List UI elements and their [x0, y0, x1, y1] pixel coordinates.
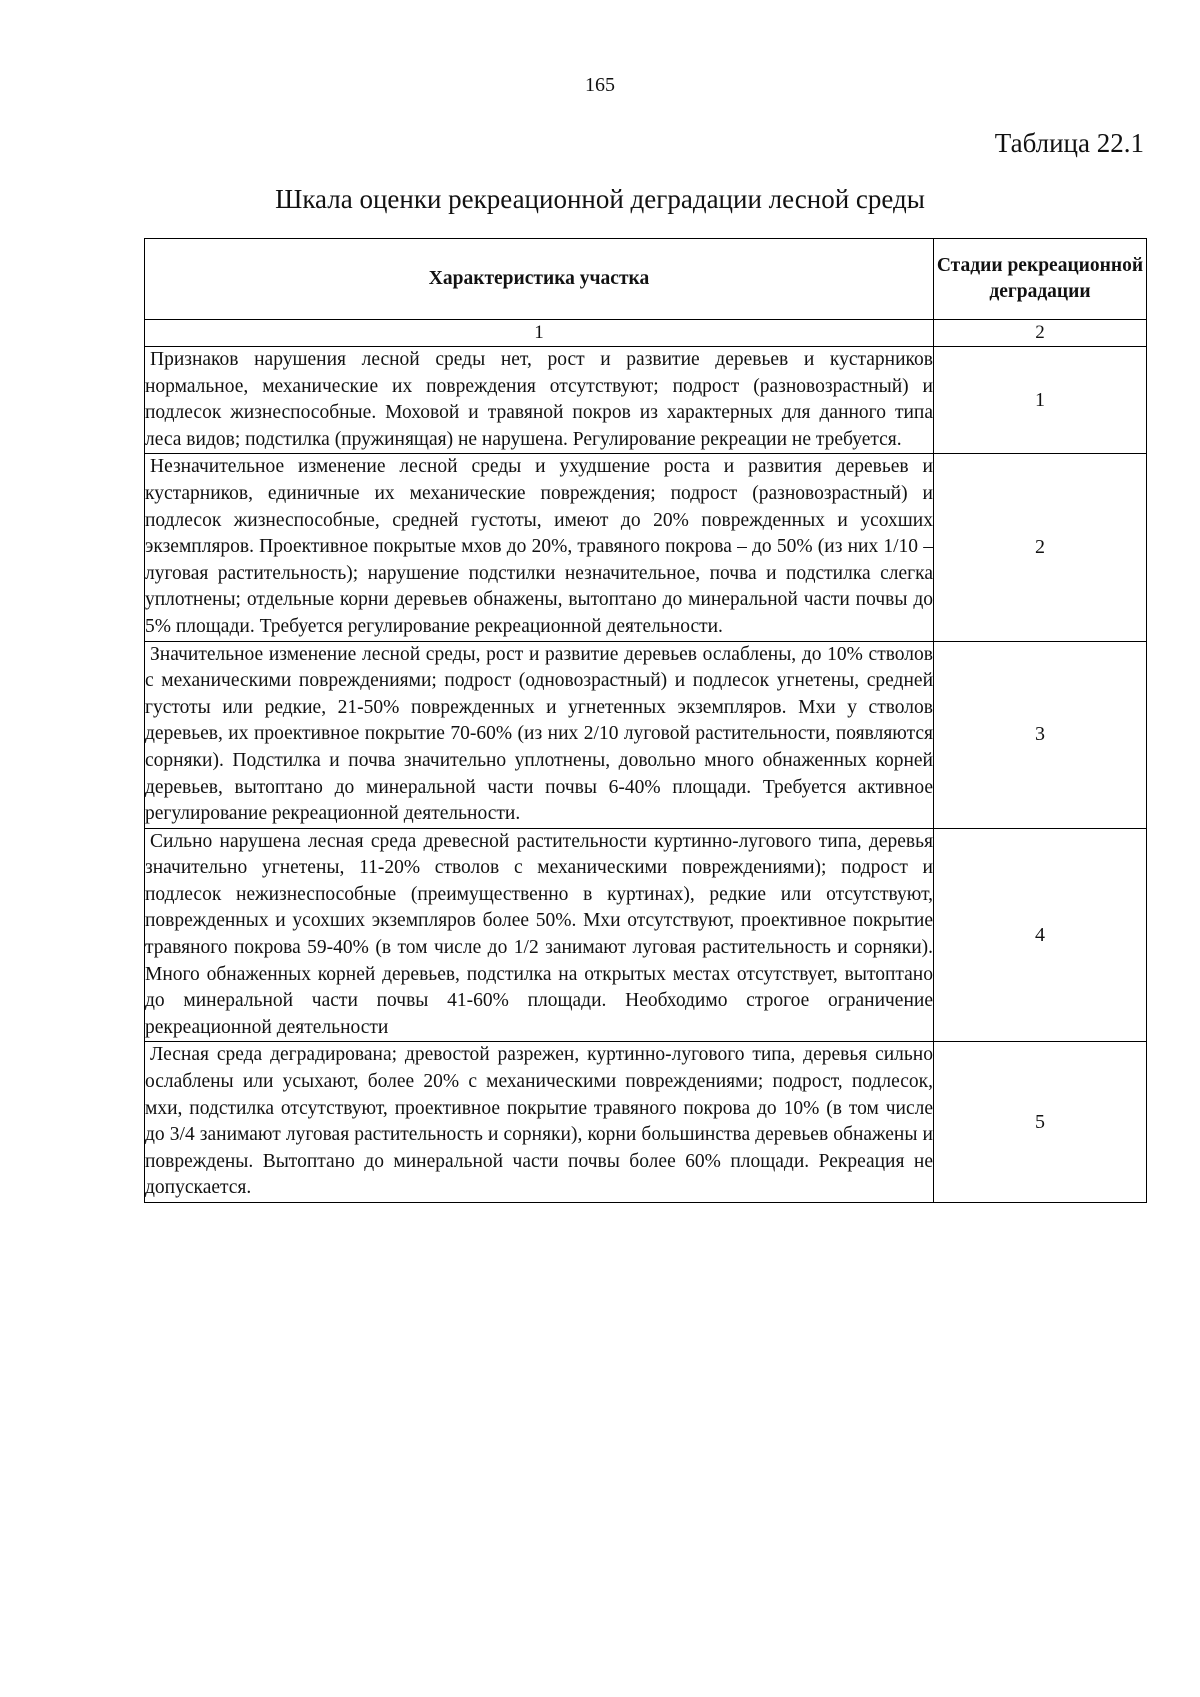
row-description: Лесная среда деградирована; древостой разрежен, куртинно-лугового типа, деревья сильно ослаблены или усыхают, более 20% с механическими повреждениями; подрост, подлесок, мхи, подстилка отсутствуют, проективное покрытие травяного покрова до 10% (в том числе до 3/4 занимают луговая растительность и сорняки), корни большинства деревьев обнажены и повреждены. Вытоптано до минеральной части почвы более 60% площади. Рекреация не допускается.: [145, 1042, 934, 1203]
row-stage: 1: [934, 347, 1147, 454]
table-row: [145, 641, 1147, 828]
table-title: Шкала оценки рекреационной деградации лесной среды: [275, 184, 925, 214]
table-row: [145, 828, 1147, 1042]
row-description: Незначительное изменение лесной среды и ухудшение роста и развития деревьев и кустарников, единичные их механические повреждения; подрост (разновозрастный) и подлесок жизнеспособные, средней густоты, имеют до 20% поврежденных и усохших экземпляров. Проективное покрытые мхов до 20%, травяного покрова – до 50% (из них 1/10 – луговая растительность); нарушение подстилки незначительное, почва и подстилка слегка уплотнены; отдельные корни деревьев обнажены, вытоптано до минеральной части почвы до 5% площади. Требуется регулирование рекреационной деятельности.: [145, 454, 934, 641]
table-row: [145, 1042, 1147, 1203]
header-row: [145, 239, 1147, 320]
table-row: [145, 454, 1147, 641]
degradation-scale-table: [144, 238, 1147, 1203]
column-number-row: [145, 320, 1147, 347]
row-description: Сильно нарушена лесная среда древесной растительности куртинно-лугового типа, деревья значительно угнетены, 11-20% стволов с механическими повреждениями); подрост и подлесок нежизнеспособные (преимущественно в куртинах), редкие или отсутствуют, поврежденных и усохших экземпляров более 50%. Мхи отсутствуют, проективное покрытие травяного покрова 59-40% (в том числе до 1/2 занимают луговая растительность и сорняки). Много обнаженных корней деревьев, подстилка на открытых местах отсутствует, вытоптано до минеральной части почвы 41-60% площади. Необходимо строгое ограничение рекреационной деятельности: [145, 828, 934, 1042]
row-stage: 4: [934, 828, 1147, 1042]
column-number-1: 1: [145, 320, 934, 347]
page-number: 165: [585, 74, 615, 96]
row-stage: 3: [934, 641, 1147, 828]
row-description: Признаков нарушения лесной среды нет, рост и развитие деревьев и кустарников нормальное, механические их повреждения отсутствуют; подрост (разновозрастный) и подлесок жизнеспособные. Моховой и травяной покров из характерных для данного типа леса видов; подстилка (пружинящая) не нарушена. Регулирование рекреации не требуется.: [145, 347, 934, 454]
column-number-2: 2: [934, 320, 1147, 347]
row-description: Значительное изменение лесной среды, рост и развитие деревьев ослаблены, до 10% стволов с механическими повреждениями; подрост (одновозрастный) и подлесок угнетены, средней густоты или редкие, 21-50% поврежденных и угнетенных экземпляров. Мхи у стволов деревьев, их проективное покрытие 70-60% (из них 2/10 луговой растительности, появляются сорняки). Подстилка и почва значительно уплотнены, довольно много обнаженных корней деревьев, вытоптано до минеральной части почвы 6-40% площади. Требуется активное регулирование рекреационной деятельности.: [145, 641, 934, 828]
table-label: Таблица 22.1: [994, 128, 1144, 158]
row-stage: 2: [934, 454, 1147, 641]
table-row: [145, 347, 1147, 454]
header-characteristic: Характеристика участка: [145, 239, 934, 320]
header-stage: Стадии рекреационной деградации: [934, 239, 1147, 320]
row-stage: 5: [934, 1042, 1147, 1203]
